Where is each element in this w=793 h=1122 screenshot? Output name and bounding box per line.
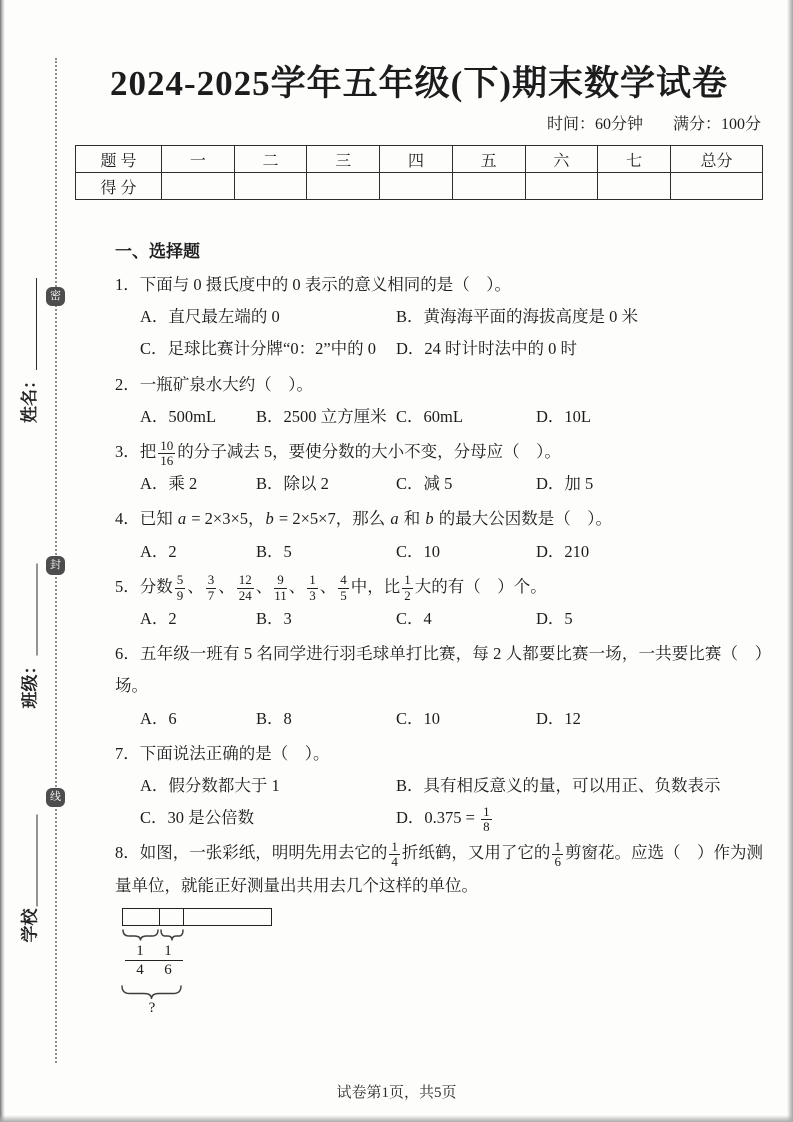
option-b: B．除以 2 [256,474,329,494]
fraction-one-sixth: 1 6 [153,942,183,979]
option-d: D．加 5 [536,474,594,494]
option-c: C．减 5 [396,474,453,494]
inline-fraction: $\frac{9}{11}$ [274,572,287,603]
question-5-options [140,603,763,635]
name-field [18,243,42,423]
question-3-options [140,468,763,500]
option-c: C．4 [396,609,432,629]
math-variable: b [425,509,434,529]
question-4-stem: 4．已知 a = 2×3×5，b = 2×5×7，那么 a 和 b 的最大公因数是（ ）。 [115,509,612,529]
name-label: 姓名： [20,372,39,423]
header-cell-3: 三 [307,146,380,173]
score-cell [234,173,307,200]
question-4 [115,503,763,567]
option-b: B．具有相反意义的量，可以用正、负数表示 [396,775,721,795]
header-cell-6: 六 [525,146,598,173]
inline-fraction: $\frac{5}{9}$ [176,572,184,603]
question-3-stem: 3．把 $\frac{10}{16}$ 的分子减去 5，要使分数的大小不变，分母应（ ）。 [115,437,561,468]
class-blank-line [21,564,38,656]
underbrace-quarter [123,930,158,941]
option-c: C．10 [396,541,441,561]
seal-badge-xian: 线 [46,788,65,807]
option-b: B．2500 立方厘米 [256,406,387,426]
question-6-options [140,703,763,735]
inline-fraction: $\frac{4}{5}$ [340,572,347,603]
option-b: B．3 [256,609,292,629]
inline-fraction: $\frac{3}{7}$ [207,572,215,603]
class-field [19,544,43,709]
page-title: 2024-2025学年五年级(下)期末数学试卷 [110,64,728,103]
math-variable: a [177,509,187,529]
seal-badge-mi: 密 [46,287,65,306]
score-row-label: 得 分 [76,173,162,200]
option-d: D．5 [536,609,573,629]
fraction-one-fourth: 1 4 [125,942,155,979]
header-cell-5: 五 [452,146,525,173]
class-label: 班级： [20,657,40,709]
scan-edge-left [0,0,5,1122]
question-5 [115,571,763,636]
question-7 [115,738,763,835]
inline-fraction: $\frac{1}{6}$ [554,839,561,870]
math-variable: a [390,509,399,529]
question-1 [115,269,763,366]
score-cell [671,173,763,200]
exam-meta [75,111,761,134]
question-4-options [140,536,763,568]
inline-fraction: $\frac{1}{2}$ [404,572,411,603]
header-cell-1: 一 [162,146,235,173]
header-cell-4: 四 [380,146,453,173]
header-cell-2: 二 [234,146,307,173]
score-cell [162,173,235,200]
inline-fraction: $\frac{1}{3}$ [309,572,316,603]
question-7-stem: 7．下面说法正确的是（ ）。 [115,743,330,763]
time-limit: 时间：60分钟 [546,116,643,133]
option-d: D．12 [536,708,581,728]
name-blank-line [20,278,37,370]
inline-fraction: $\frac{10}{16}$ [160,437,174,468]
score-cell [598,173,671,200]
option-a: A．乘 2 [140,474,198,494]
header-cell-7: 七 [598,146,671,173]
option-c: C．60mL [396,406,463,426]
option-d: D．10L [536,406,591,426]
option-d: D．210 [536,541,590,561]
question-8 [115,837,763,1024]
question-8-stem: 8．如图，一张彩纸，明明先用去它的 $\frac{1}{4}$ 折纸鹤，又用了它的 $\frac{1}{6}$ 剪窗花。应选（ ）作为测量单位，就能正好测量出共用去几个这样的单位。 [115,839,764,895]
exam-body [115,237,763,1027]
question-1-options [140,301,763,365]
option-a: A．2 [140,609,177,629]
question-1-stem: 1．下面与 0 摄氏度中的 0 表示的意义相同的是（ ）。 [115,275,511,294]
question-3 [115,436,763,501]
scan-edge-right [787,0,793,1122]
inline-fraction: $\frac{12}{24}$ [238,572,252,603]
score-cell [525,173,598,200]
option-d: D．0.375 = $\frac{1}{8}$ [396,803,490,835]
score-cell [452,173,525,200]
option-a: A．直尺最左端的 0 [140,307,280,327]
option-c: C．足球比赛计分牌“0：2”中的 0 [140,339,377,359]
header-cell-timu: 题 号 [76,146,162,173]
inline-fraction: $\frac{1}{4}$ [391,839,398,870]
underbrace-total [122,986,181,999]
inline-fraction: $\frac{1}{8}$ [483,803,490,835]
score-table-score-row [76,173,763,200]
question-2-options [140,401,763,433]
option-a: A．2 [140,541,177,561]
seal-badge-feng: 封 [46,556,65,575]
option-d: D．24 时计时法中的 0 时 [396,339,578,359]
score-cell [380,173,453,200]
underbrace-sixth [161,930,183,941]
option-c: C．10 [396,708,441,728]
page-footer: 试卷第1页，共5页 [336,1085,457,1101]
option-b: B．8 [256,708,292,728]
math-variable: b [265,509,274,529]
question-5-stem: 5．分数 $\frac{5}{9}$ 、 $\frac{3}{7}$ 、 $\frac{12}{24}$ 、 $\frac{9}{11}$ 、 $\frac{1}{3}$ 、 $\frac{4}{5}$ 中，比 $\frac{1}{2}$ 大的有（ ）个。 [115,572,547,603]
option-b: B．黄海海平面的海拔高度是 0 米 [396,307,639,327]
option-a: A．假分数都大于 1 [140,775,280,795]
question-mark-label: ? [148,999,156,1016]
option-c: C．30 是公倍数 [140,808,255,828]
question-8-figure [122,908,352,1024]
question-6 [115,638,763,735]
option-b: B．5 [256,541,292,561]
school-blank-line [21,815,38,907]
question-2-stem: 2．一瓶矿泉水大约（ ）。 [115,374,313,394]
option-a: A．500mL [140,406,217,426]
school-label: 学校 [20,908,40,943]
question-6-stem: 6．五年级一班有 5 名同学进行羽毛球单打比赛，每 2 人都要比赛一场，一共要比赛（ ）场。 [115,644,763,696]
score-table [75,145,763,200]
option-a: A．6 [140,708,177,728]
question-7-options [140,770,763,835]
score-table-header-row [76,146,763,173]
question-2 [115,369,763,433]
full-score: 满分：100分 [672,116,761,133]
section-heading: 一、选择题 [115,242,200,261]
scan-edge-bottom [0,1115,793,1122]
score-cell [307,173,380,200]
header-cell-total: 总分 [671,146,763,173]
school-field [19,798,43,943]
